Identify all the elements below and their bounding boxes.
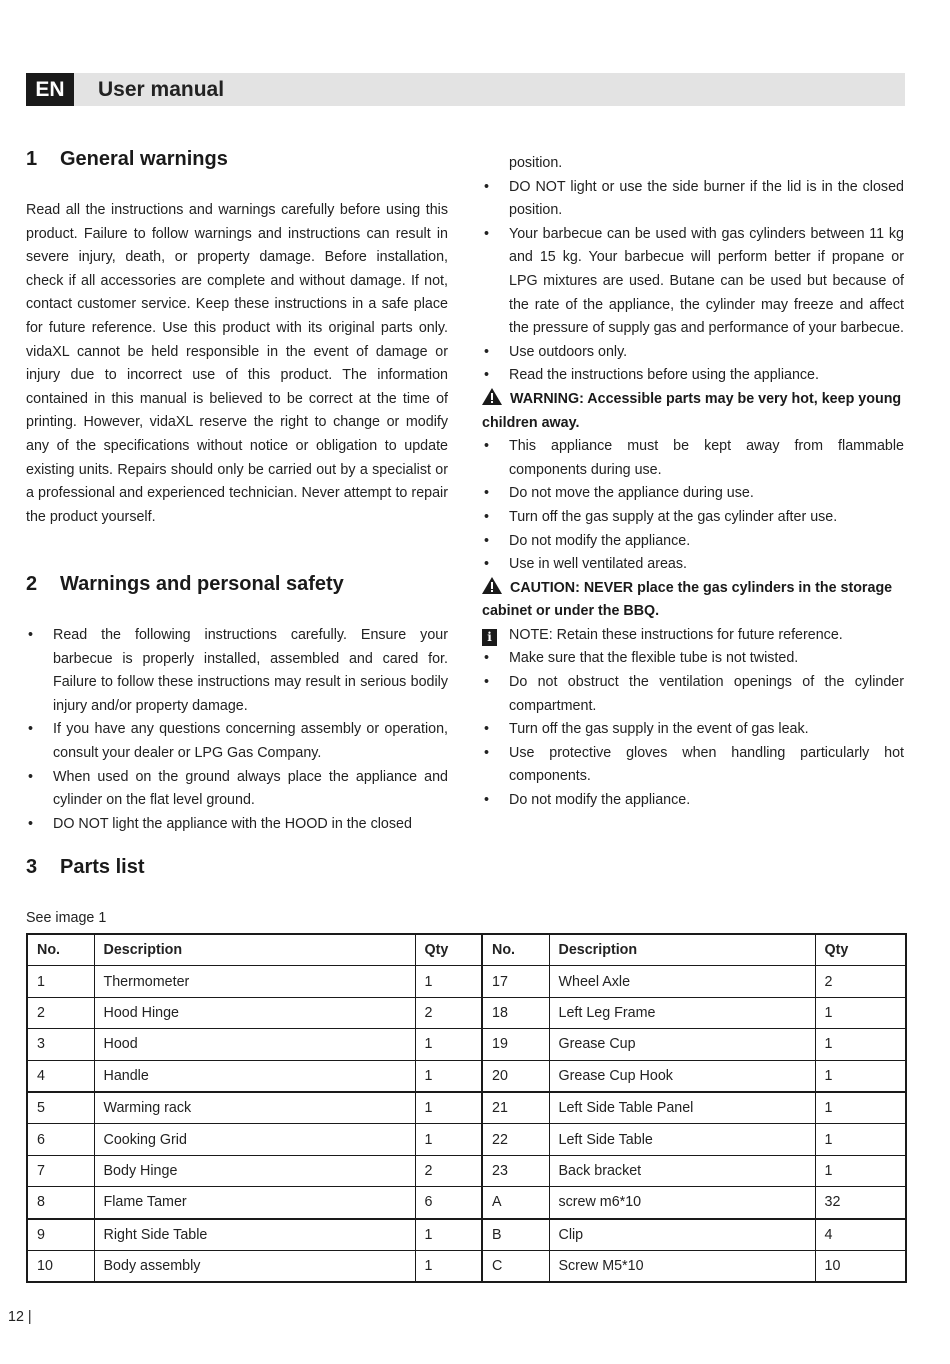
section-number: 2 [26, 573, 38, 595]
header-bar [26, 73, 905, 106]
part-description: Warming rack [94, 1092, 415, 1124]
page-number: 12 | [8, 1309, 32, 1325]
section-title: General warnings [60, 148, 228, 170]
list-item: • Turn off the gas supply in the event of gas leak. [482, 718, 904, 742]
part-number: 1 [27, 966, 94, 997]
column-header-no: No. [27, 934, 94, 966]
part-number: 3 [27, 1029, 94, 1060]
part-qty: 2 [815, 966, 906, 997]
part-number: 22 [482, 1124, 549, 1155]
part-qty: 1 [815, 1029, 906, 1060]
part-number: A [482, 1187, 549, 1219]
part-qty: 1 [415, 1124, 482, 1155]
info-icon: i [482, 629, 497, 646]
part-description: Left Side Table Panel [549, 1092, 815, 1124]
part-number: 9 [27, 1219, 94, 1251]
table-row [27, 1092, 906, 1124]
part-description: Grease Cup [549, 1029, 815, 1060]
part-number: 2 [27, 997, 94, 1028]
part-number: C [482, 1250, 549, 1282]
part-number: 20 [482, 1060, 549, 1092]
list-item: • DO NOT light the appliance with the HOOD in the closed [26, 813, 448, 837]
part-description: Left Side Table [549, 1124, 815, 1155]
table-row [27, 1187, 906, 1219]
part-number: B [482, 1219, 549, 1251]
part-description: Handle [94, 1060, 415, 1092]
table-row [27, 966, 906, 997]
safety-bullet-list-right-1 [482, 176, 904, 388]
column-header-description: Description [549, 934, 815, 966]
table-row [27, 1219, 906, 1251]
warning-notice [482, 388, 904, 435]
section-3-heading [26, 856, 144, 879]
part-qty: 1 [415, 1250, 482, 1282]
part-qty: 2 [415, 1155, 482, 1186]
section-2-heading [26, 573, 344, 596]
column-header-no: No. [482, 934, 549, 966]
note-text: NOTE: Retain these instructions for future reference. [509, 626, 843, 643]
part-description: Back bracket [549, 1155, 815, 1186]
language-badge: EN [26, 73, 74, 106]
list-item: • Use protective gloves when handling particularly hot components. [482, 742, 904, 789]
part-qty: 1 [415, 1029, 482, 1060]
list-item: • Read the instructions before using the appliance. [482, 364, 904, 388]
part-description: Screw M5*10 [549, 1250, 815, 1282]
right-column [482, 152, 904, 813]
part-qty: 6 [415, 1187, 482, 1219]
part-description: Cooking Grid [94, 1124, 415, 1155]
list-item: • This appliance must be kept away from flammable components during use. [482, 435, 904, 482]
list-item: • Make sure that the flexible tube is not twisted. [482, 647, 904, 671]
list-item: • When used on the ground always place the appliance and cylinder on the flat level ground. [26, 766, 448, 813]
table-row [27, 1250, 906, 1282]
column-header-qty: Qty [815, 934, 906, 966]
part-number: 18 [482, 997, 549, 1028]
list-item: • Do not modify the appliance. [482, 530, 904, 554]
caution-triangle-icon [482, 577, 502, 594]
part-number: 4 [27, 1060, 94, 1092]
part-qty: 1 [815, 1124, 906, 1155]
part-qty: 32 [815, 1187, 906, 1219]
caution-notice [482, 577, 904, 624]
part-number: 21 [482, 1092, 549, 1124]
caution-text: CAUTION: NEVER place the gas cylinders in the storage cabinet or under the BBQ. [482, 579, 893, 620]
part-number: 17 [482, 966, 549, 997]
section-title: Parts list [60, 856, 145, 878]
table-row [27, 997, 906, 1028]
part-description: Hood [94, 1029, 415, 1060]
part-qty: 1 [415, 1219, 482, 1251]
part-qty: 1 [815, 1155, 906, 1186]
section-title: Warnings and personal safety [60, 573, 344, 595]
safety-bullet-list-right-3 [482, 647, 904, 812]
section-number: 3 [26, 856, 38, 878]
list-item: • Do not obstruct the ventilation openings of the cylinder compartment. [482, 671, 904, 718]
warning-text: WARNING: Accessible parts may be very hot, keep young children away. [482, 390, 902, 431]
table-header-row [27, 934, 906, 966]
part-qty: 1 [415, 966, 482, 997]
section-number: 1 [26, 148, 38, 170]
table-row [27, 1155, 906, 1186]
part-qty: 10 [815, 1250, 906, 1282]
part-qty: 4 [815, 1219, 906, 1251]
list-item: • If you have any questions concerning assembly or operation, consult your dealer or LPG Gas Company. [26, 718, 448, 765]
parts-table [26, 933, 907, 1283]
list-item: • Read the following instructions carefully. Ensure your barbecue is properly installed, assembled and cared for. Failure to follow these instructions may result in serious bodily injury and/or property damage. [26, 624, 448, 718]
see-image-reference: See image 1 [26, 910, 107, 926]
part-description: screw m6*10 [549, 1187, 815, 1219]
column-header-description: Description [94, 934, 415, 966]
part-number: 19 [482, 1029, 549, 1060]
general-warnings-paragraph: Read all the instructions and warnings carefully before using this product. Failure to follow warnings and instructions can result in severe injury, death, or property damage. Before installation, check if all accessories are complete and without damage. If not, contact customer service. Keep these instructions in a safe place for future reference. Use this product with its original parts only. vidaXL cannot be held responsible in the event of damage or injury due to incorrect use of this product. The information contained in this manual is believed to be correct at the time of printing. However, vidaXL reserve the right to change or modify any of the specifications without notice or obligation to update existing units. Repairs should only be carried out by a specialist or a professional and experienced technician. Never attempt to repair the product yourself. [26, 202, 448, 525]
part-description: Body assembly [94, 1250, 415, 1282]
list-item: • Use outdoors only. [482, 341, 904, 365]
part-description: Clip [549, 1219, 815, 1251]
part-qty: 1 [415, 1060, 482, 1092]
part-number: 8 [27, 1187, 94, 1219]
header-title: User manual [98, 78, 225, 101]
part-description: Left Leg Frame [549, 997, 815, 1028]
section-1-heading [26, 148, 228, 171]
part-number: 6 [27, 1124, 94, 1155]
part-description: Right Side Table [94, 1219, 415, 1251]
warning-triangle-icon [482, 388, 502, 405]
part-qty: 1 [415, 1092, 482, 1124]
part-description: Flame Tamer [94, 1187, 415, 1219]
note-notice [482, 624, 904, 648]
part-description: Hood Hinge [94, 997, 415, 1028]
list-item: • Turn off the gas supply at the gas cylinder after use. [482, 506, 904, 530]
part-number: 7 [27, 1155, 94, 1186]
part-qty: 1 [815, 1092, 906, 1124]
list-item: • Use in well ventilated areas. [482, 553, 904, 577]
list-item: • Your barbecue can be used with gas cylinders between 11 kg and 15 kg. Your barbecue will perform better if propane or LPG mixtures are used. Butane can be used but because of the rate of the appliance, the cylinder may freeze and affect the pressure of supply gas and performance of your barbecue. [482, 223, 904, 341]
table-row [27, 1060, 906, 1092]
table-row [27, 1029, 906, 1060]
column-header-qty: Qty [415, 934, 482, 966]
list-item: • Do not move the appliance during use. [482, 482, 904, 506]
safety-bullet-list-left [26, 624, 448, 836]
part-number: 23 [482, 1155, 549, 1186]
safety-bullet-list-right-2 [482, 435, 904, 577]
part-number: 5 [27, 1092, 94, 1124]
part-description: Grease Cup Hook [549, 1060, 815, 1092]
table-row [27, 1124, 906, 1155]
part-number: 10 [27, 1250, 94, 1282]
list-item: • Do not modify the appliance. [482, 789, 904, 813]
part-description: Wheel Axle [549, 966, 815, 997]
continued-text: position. [509, 155, 563, 171]
part-description: Body Hinge [94, 1155, 415, 1186]
part-qty: 1 [815, 997, 906, 1028]
part-qty: 2 [415, 997, 482, 1028]
list-item: • DO NOT light or use the side burner if the lid is in the closed position. [482, 176, 904, 223]
part-description: Thermometer [94, 966, 415, 997]
part-qty: 1 [815, 1060, 906, 1092]
